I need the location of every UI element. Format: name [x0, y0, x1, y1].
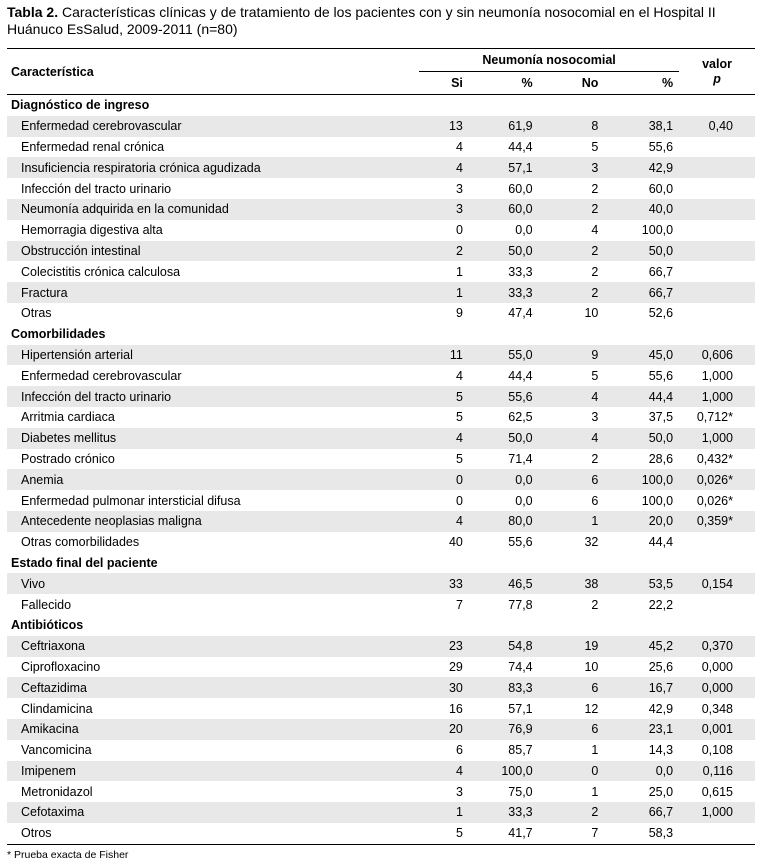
row-label: Infección del tracto urinario	[7, 386, 419, 407]
table-row	[7, 532, 755, 553]
row-label: Clindamicina	[21, 701, 93, 716]
cell-pct-si: 33,3	[508, 264, 533, 279]
cell-p-value: 0,000	[701, 659, 733, 674]
cell-no: 10	[584, 306, 599, 321]
cell-si: 5	[455, 451, 463, 466]
table-row	[7, 220, 755, 241]
cell-no: 2	[537, 199, 599, 220]
cell-p-value	[679, 157, 755, 178]
table-title: Características clínicas y de tratamiento de los pacientes con y sin neumonía nosocomial en el Hospital II Huánuco EsSalud, 2009-2011 (n=80)	[7, 4, 716, 37]
cell-p-value	[679, 220, 755, 241]
table-row	[7, 407, 755, 428]
cell-pct-si: 60,0	[508, 181, 533, 196]
table-row	[7, 719, 755, 740]
row-label: Obstrucción intestinal	[7, 241, 419, 262]
row-label: Colecistitis crónica calculosa	[21, 264, 181, 279]
cell-si: 4	[455, 139, 463, 154]
cell-p-value	[679, 137, 755, 158]
cell-si: 13	[419, 116, 463, 137]
cell-pct-si: 55,6	[508, 535, 533, 550]
cell-p-value	[679, 823, 755, 844]
cell-no: 7	[537, 823, 599, 844]
cell-pct-no: 38,1	[598, 116, 679, 137]
table-row	[7, 345, 755, 366]
cell-no: 2	[591, 181, 599, 196]
cell-si: 3	[455, 784, 463, 799]
cell-no: 6	[537, 677, 599, 698]
cell-pct-si: 54,8	[463, 636, 537, 657]
table-caption	[7, 4, 755, 38]
table-row	[7, 386, 755, 407]
cell-no: 1	[591, 743, 599, 758]
cell-si: 1	[419, 802, 463, 823]
cell-p-value: 0,154	[679, 573, 755, 594]
cell-pct-si: 0,0	[463, 469, 537, 490]
cell-pct-no: 66,7	[598, 802, 679, 823]
clinical-table	[7, 48, 755, 845]
cell-no: 1	[591, 784, 599, 799]
cell-no: 1	[537, 511, 599, 532]
cell-si: 23	[419, 636, 463, 657]
cell-pct-no: 50,0	[598, 241, 679, 262]
row-label: Diabetes mellitus	[7, 428, 419, 449]
cell-pct-si: 0,0	[515, 223, 533, 238]
cell-pct-no: 44,4	[648, 535, 674, 550]
cell-pct-no: 44,4	[598, 386, 679, 407]
cell-si: 9	[455, 306, 463, 321]
row-label: Hipertensión arterial	[7, 345, 419, 366]
table-row	[7, 157, 755, 178]
header-pct-si: %	[521, 76, 533, 90]
row-label: Arritmia cardiaca	[21, 410, 115, 425]
cell-pct-no: 37,5	[648, 410, 674, 425]
cell-p-value: 1,000	[679, 428, 755, 449]
table-row	[7, 178, 755, 199]
header-si: Si	[451, 76, 463, 90]
row-label: Vancomicina	[21, 743, 92, 758]
cell-si: 5	[419, 823, 463, 844]
cell-si: 4	[419, 511, 463, 532]
cell-no: 4	[537, 386, 599, 407]
cell-pct-no: 66,7	[598, 282, 679, 303]
cell-si: 16	[448, 701, 463, 716]
cell-no: 4	[591, 223, 599, 238]
row-label: Ceftriaxona	[7, 636, 419, 657]
section-title: Comorbilidades	[11, 327, 106, 342]
cell-p-value	[679, 594, 755, 615]
cell-pct-no: 100,0	[641, 223, 674, 238]
table-row	[7, 428, 755, 449]
table-row	[7, 740, 755, 761]
table-row	[7, 261, 755, 282]
cell-p-value	[679, 532, 755, 553]
cell-si: 4	[455, 368, 463, 383]
row-label: Otras comorbilidades	[21, 535, 140, 550]
cell-pct-si: 44,4	[508, 139, 533, 154]
cell-p-value: 0,370	[679, 636, 755, 657]
cell-no: 8	[537, 116, 599, 137]
cell-no: 2	[537, 802, 599, 823]
row-label: Enfermedad cerebrovascular	[21, 368, 182, 383]
table-row	[7, 677, 755, 698]
cell-p-value	[679, 178, 755, 199]
cell-pct-no: 22,2	[648, 597, 674, 612]
cell-pct-no: 53,5	[598, 573, 679, 594]
cell-no: 2	[591, 264, 599, 279]
cell-pct-si: 60,0	[463, 199, 537, 220]
cell-si: 33	[419, 573, 463, 594]
cell-pct-no: 100,0	[598, 469, 679, 490]
cell-si: 5	[419, 386, 463, 407]
row-label: Imipenem	[7, 761, 419, 782]
cell-no: 3	[591, 410, 599, 425]
cell-no: 2	[537, 241, 599, 262]
cell-p-value: 1,000	[679, 802, 755, 823]
table-body	[7, 95, 755, 845]
cell-si: 7	[455, 597, 463, 612]
cell-pct-si: 77,8	[508, 597, 533, 612]
cell-no: 0	[537, 761, 599, 782]
cell-pct-si: 57,1	[463, 157, 537, 178]
cell-si: 6	[455, 743, 463, 758]
cell-si: 0	[455, 223, 463, 238]
cell-pct-no: 42,9	[648, 701, 674, 716]
row-label: Enfermedad renal crónica	[21, 139, 165, 154]
cell-si: 1	[419, 282, 463, 303]
cell-p-value: 0,108	[701, 743, 733, 758]
cell-no: 5	[591, 139, 599, 154]
cell-pct-si: 41,7	[463, 823, 537, 844]
row-label: Fallecido	[21, 597, 72, 612]
cell-si: 4	[419, 428, 463, 449]
cell-p-value: 0,615	[701, 784, 733, 799]
cell-pct-no: 58,3	[598, 823, 679, 844]
cell-pct-no: 45,2	[598, 636, 679, 657]
cell-pct-si: 44,4	[508, 368, 533, 383]
row-label: Ceftazidima	[7, 677, 419, 698]
table-row	[7, 698, 755, 719]
cell-no: 2	[537, 282, 599, 303]
table-row	[7, 594, 755, 615]
cell-pct-si: 62,5	[508, 410, 533, 425]
cell-pct-si: 47,4	[508, 306, 533, 321]
cell-no: 12	[584, 701, 599, 716]
cell-si: 3	[419, 199, 463, 220]
row-label: Enfermedad cerebrovascular	[7, 116, 419, 137]
cell-pct-no: 66,7	[648, 264, 674, 279]
table-row	[7, 761, 755, 782]
cell-p-value: 0,000	[679, 677, 755, 698]
row-label: Otros	[7, 823, 419, 844]
cell-pct-no: 52,6	[648, 306, 674, 321]
table-label: Tabla 2.	[7, 4, 59, 20]
cell-pct-no: 25,0	[648, 784, 674, 799]
row-label: Infección del tracto urinario	[21, 181, 172, 196]
cell-pct-no: 42,9	[598, 157, 679, 178]
table-row	[7, 511, 755, 532]
cell-pct-si: 46,5	[463, 573, 537, 594]
cell-pct-no: 55,6	[648, 139, 674, 154]
section-header-row	[7, 553, 755, 574]
cell-no: 9	[537, 345, 599, 366]
header-p: p	[713, 71, 721, 86]
row-label: Insuficiencia respiratoria crónica agudizada	[7, 157, 419, 178]
table-row	[7, 137, 755, 158]
table-row	[7, 449, 755, 470]
cell-p-value: 0,606	[679, 345, 755, 366]
header-row-1	[7, 49, 755, 72]
cell-pct-si: 0,0	[515, 493, 533, 508]
cell-pct-si: 55,0	[463, 345, 537, 366]
cell-p-value: 1,000	[679, 386, 755, 407]
section-header-row	[7, 95, 755, 116]
row-label: Fractura	[7, 282, 419, 303]
section-title: Estado final del paciente	[11, 555, 158, 570]
cell-si: 40	[448, 535, 463, 550]
section-header-row	[7, 324, 755, 345]
table-row	[7, 282, 755, 303]
table-row	[7, 781, 755, 802]
cell-no: 3	[537, 157, 599, 178]
cell-no: 6	[537, 469, 599, 490]
section-title: Antibióticos	[11, 618, 84, 633]
cell-p-value: 0,359*	[679, 511, 755, 532]
row-label: Hemorragia digestiva alta	[21, 223, 163, 238]
table-row	[7, 241, 755, 262]
cell-si: 29	[448, 659, 463, 674]
cell-pct-no: 40,0	[598, 199, 679, 220]
cell-p-value: 0,348	[701, 701, 733, 716]
header-group: Neumonía nosocomial	[419, 49, 679, 72]
cell-no: 38	[537, 573, 599, 594]
cell-si: 5	[455, 410, 463, 425]
cell-pct-no: 100,0	[641, 493, 674, 508]
cell-si: 20	[419, 719, 463, 740]
cell-pct-si: 76,9	[463, 719, 537, 740]
footnote: * Prueba exacta de Fisher	[7, 849, 129, 861]
table-row	[7, 365, 755, 386]
cell-p-value: 0,116	[679, 761, 755, 782]
cell-no: 6	[537, 719, 599, 740]
cell-p-value	[679, 303, 755, 324]
cell-pct-no: 25,6	[648, 659, 674, 674]
cell-p-value: 0,026*	[679, 469, 755, 490]
cell-no: 6	[591, 493, 599, 508]
cell-pct-si: 57,1	[508, 701, 533, 716]
cell-no: 10	[584, 659, 599, 674]
table-row	[7, 802, 755, 823]
header-no: No	[581, 76, 599, 90]
row-label: Vivo	[7, 573, 419, 594]
cell-pct-si: 100,0	[463, 761, 537, 782]
cell-no: 2	[591, 451, 599, 466]
cell-si: 4	[419, 761, 463, 782]
cell-no: 5	[591, 368, 599, 383]
cell-no: 19	[537, 636, 599, 657]
cell-pct-no: 23,1	[598, 719, 679, 740]
section-title: Diagnóstico de ingreso	[11, 98, 150, 113]
cell-pct-si: 61,9	[463, 116, 537, 137]
cell-pct-si: 33,3	[463, 282, 537, 303]
cell-si: 3	[455, 181, 463, 196]
cell-p-value	[679, 199, 755, 220]
row-label: Amikacina	[7, 719, 419, 740]
cell-p-value: 0,40	[679, 116, 755, 137]
cell-pct-no: 60,0	[648, 181, 674, 196]
cell-pct-si: 74,4	[508, 659, 533, 674]
cell-pct-si: 50,0	[463, 428, 537, 449]
cell-pct-no: 16,7	[598, 677, 679, 698]
cell-pct-no: 28,6	[648, 451, 674, 466]
cell-p-value: 0,026*	[696, 493, 733, 508]
cell-p-value: 0,432*	[696, 451, 733, 466]
cell-p-value: 1,000	[701, 368, 733, 383]
row-label: Postrado crónico	[21, 451, 115, 466]
cell-p-value	[679, 241, 755, 262]
cell-pct-no: 45,0	[598, 345, 679, 366]
section-header-row	[7, 615, 755, 636]
row-label: Cefotaxima	[7, 802, 419, 823]
cell-pct-si: 55,6	[463, 386, 537, 407]
cell-pct-si: 33,3	[463, 802, 537, 823]
table-row	[7, 116, 755, 137]
cell-p-value	[679, 282, 755, 303]
cell-no: 4	[537, 428, 599, 449]
cell-pct-si: 50,0	[463, 241, 537, 262]
row-label: Enfermedad pulmonar intersticial difusa	[21, 493, 241, 508]
cell-p-value: 0,001	[679, 719, 755, 740]
cell-no: 2	[591, 597, 599, 612]
cell-si: 0	[419, 469, 463, 490]
cell-si: 1	[455, 264, 463, 279]
cell-si: 2	[419, 241, 463, 262]
cell-p-value	[679, 261, 755, 282]
cell-si: 30	[419, 677, 463, 698]
row-label: Ciprofloxacino	[21, 659, 101, 674]
cell-pct-si: 75,0	[508, 784, 533, 799]
table-row	[7, 469, 755, 490]
cell-si: 4	[419, 157, 463, 178]
cell-pct-no: 55,6	[648, 368, 674, 383]
header-valor: valor	[702, 56, 732, 71]
cell-pct-si: 71,4	[508, 451, 533, 466]
cell-no: 32	[584, 535, 599, 550]
cell-pct-no: 50,0	[598, 428, 679, 449]
row-label: Otras	[21, 306, 52, 321]
row-label: Metronidazol	[21, 784, 93, 799]
row-label: Antecedente neoplasias maligna	[7, 511, 419, 532]
table-row	[7, 303, 755, 324]
cell-pct-si: 85,7	[508, 743, 533, 758]
cell-pct-si: 80,0	[463, 511, 537, 532]
cell-si: 0	[455, 493, 463, 508]
table-row	[7, 573, 755, 594]
cell-si: 11	[419, 345, 463, 366]
cell-pct-no: 0,0	[598, 761, 679, 782]
row-label: Neumonía adquirida en la comunidad	[7, 199, 419, 220]
table-row	[7, 657, 755, 678]
row-label: Anemia	[7, 469, 419, 490]
cell-pct-no: 14,3	[648, 743, 674, 758]
table-row	[7, 823, 755, 844]
table-row	[7, 490, 755, 511]
header-caracteristica: Característica	[7, 49, 419, 95]
cell-pct-no: 20,0	[598, 511, 679, 532]
table-row	[7, 636, 755, 657]
table-row	[7, 199, 755, 220]
cell-p-value: 0,712*	[696, 410, 733, 425]
header-pct-no: %	[661, 76, 674, 90]
cell-pct-si: 83,3	[463, 677, 537, 698]
